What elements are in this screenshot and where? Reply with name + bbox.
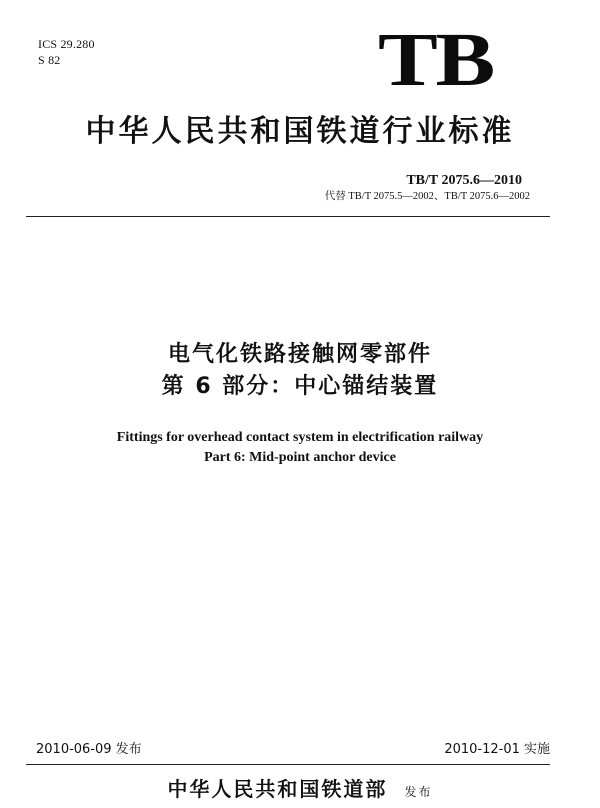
title-en-line1: Fittings for overhead contact system in electrification railway (116, 430, 484, 445)
tb-logo: TB (378, 18, 493, 102)
publisher-name: 中华人民共和国铁道部 (167, 777, 388, 801)
replaces-note: 代替 TB/T 2075.5—2002、TB/T 2075.6—2002 (324, 191, 530, 202)
issue-date: 2010-06-09 发布 (36, 742, 142, 757)
standard-number: TB/T 2075.6—2010 (406, 173, 522, 188)
top-divider (26, 216, 550, 217)
effective-date: 2010-12-01 实施 (444, 742, 550, 757)
publisher-action: 发布 (404, 785, 433, 799)
title-cn-line2: 第 6 部分：中心锚结装置 (161, 374, 439, 399)
title-cn-line1: 电气化铁路接触网零部件 (167, 342, 432, 367)
classification-codes (38, 36, 95, 68)
title-en-line2: Part 6: Mid-point anchor device (204, 450, 396, 465)
publisher-line (0, 776, 600, 805)
ccs-code: S 82 (38, 53, 61, 67)
bottom-divider (26, 764, 550, 765)
standard-body-title: 中华人民共和国铁道行业标准 (85, 114, 515, 149)
ics-code: ICS 29.280 (38, 37, 95, 51)
